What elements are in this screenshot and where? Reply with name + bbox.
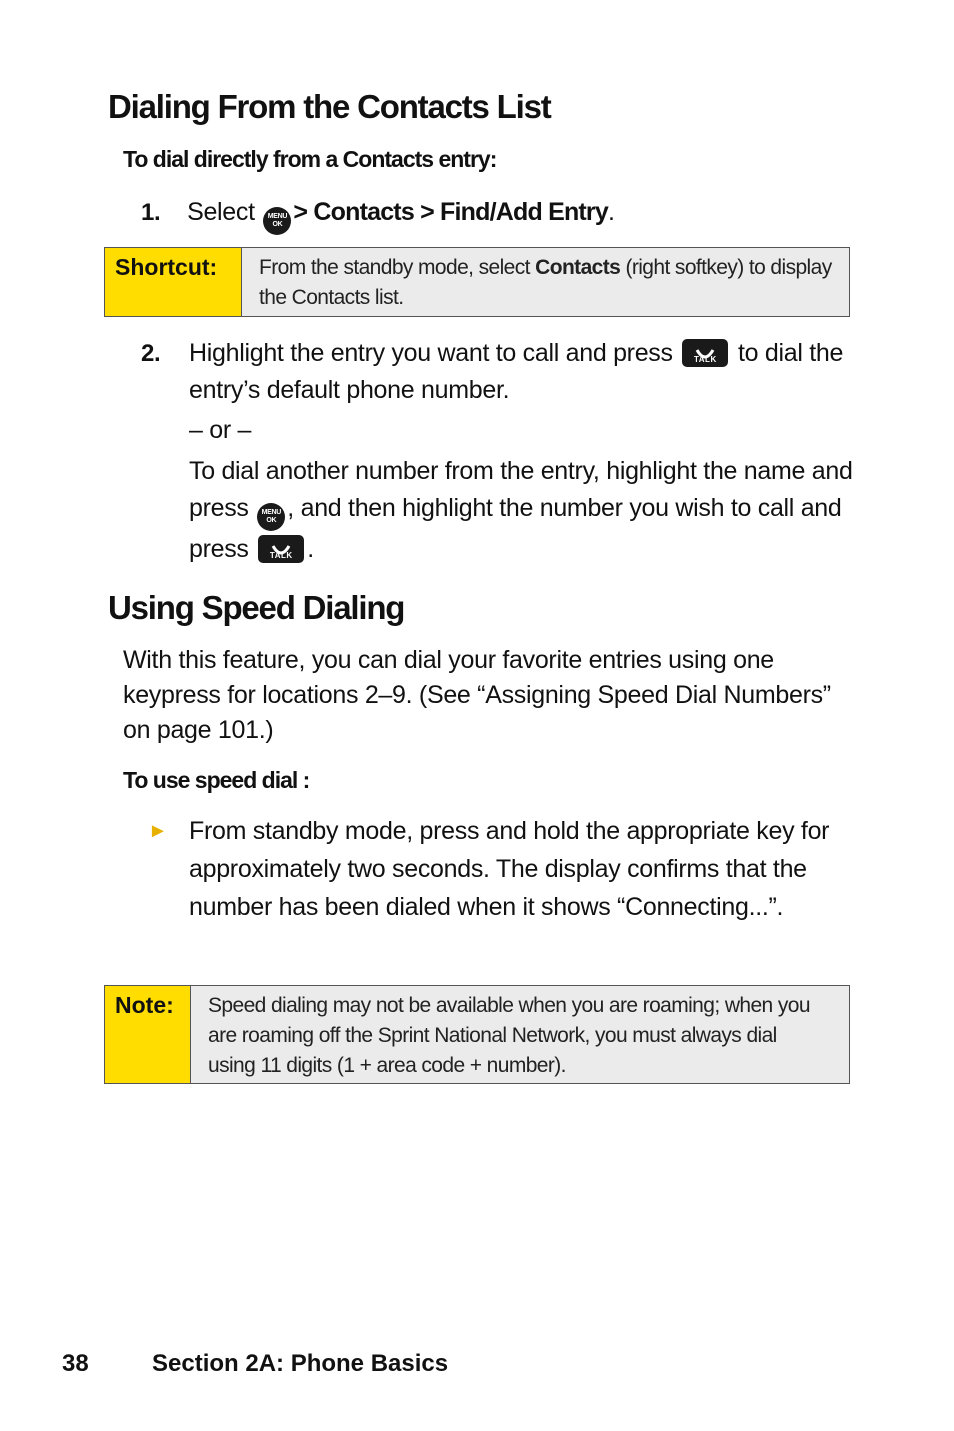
step-number: 2. [141,340,161,367]
or-separator: – or – [189,416,252,444]
shortcut-box [104,247,850,317]
menu-ok-key-icon: MENU OK [257,503,285,531]
section-title-contacts: Dialing From the Contacts List [108,88,551,125]
step-2 [141,335,861,568]
step-1 [141,194,615,235]
note-box [104,985,850,1084]
speed-dial-intro: With this feature, you can dial your favorite entries using one keypress for locations 2–9. (See “Assigning Speed Dial Numbers” on page 101.) [123,646,831,744]
talk-key-icon: TALK [258,535,304,563]
bullet-arrow-icon: ► [148,820,168,842]
section-title-speed-dialing: Using Speed Dialing [108,589,405,626]
step-text-2: to dial the entry’s default phone number. [189,339,844,404]
bullet-text: From standby mode, press and hold the appropriate key for approximately two seconds. The display confirms that the number has been dialed when it shows “Connecting...”. [189,817,830,921]
bullet-speed-dial [148,812,863,926]
step-number: 1. [141,199,161,226]
page-number: 38 [62,1350,89,1377]
subheading-dial-contacts: To dial directly from a Contacts entry: [123,146,497,172]
note-text: Speed dialing may not be available when you are roaming; when you are roaming off the Sprint National Network, you must always dial using 11 digits (1 + area code + number). [208,994,810,1077]
menu-path: > Contacts > Find/Add Entry [293,198,608,226]
alt-instruction: To dial another number from the entry, highlight the name and press MENU OK , and then highlight the number you wish to call and press TALK . [189,457,853,563]
note-label: Note: [105,986,191,1083]
menu-ok-key-icon: MENU OK [263,207,291,235]
footer-section: Section 2A: Phone Basics [152,1350,449,1377]
step-end: . [607,198,615,226]
step-text: Highlight the entry you want to call and press [189,339,673,367]
shortcut-label: Shortcut: [105,248,242,316]
shortcut-text: From the standby mode, select Contacts (right softkey) to display the Contacts list. [259,256,832,309]
step-text: Select [187,198,255,226]
subheading-speed-dial: To use speed dial : [123,767,310,793]
talk-key-icon: TALK [682,339,728,367]
